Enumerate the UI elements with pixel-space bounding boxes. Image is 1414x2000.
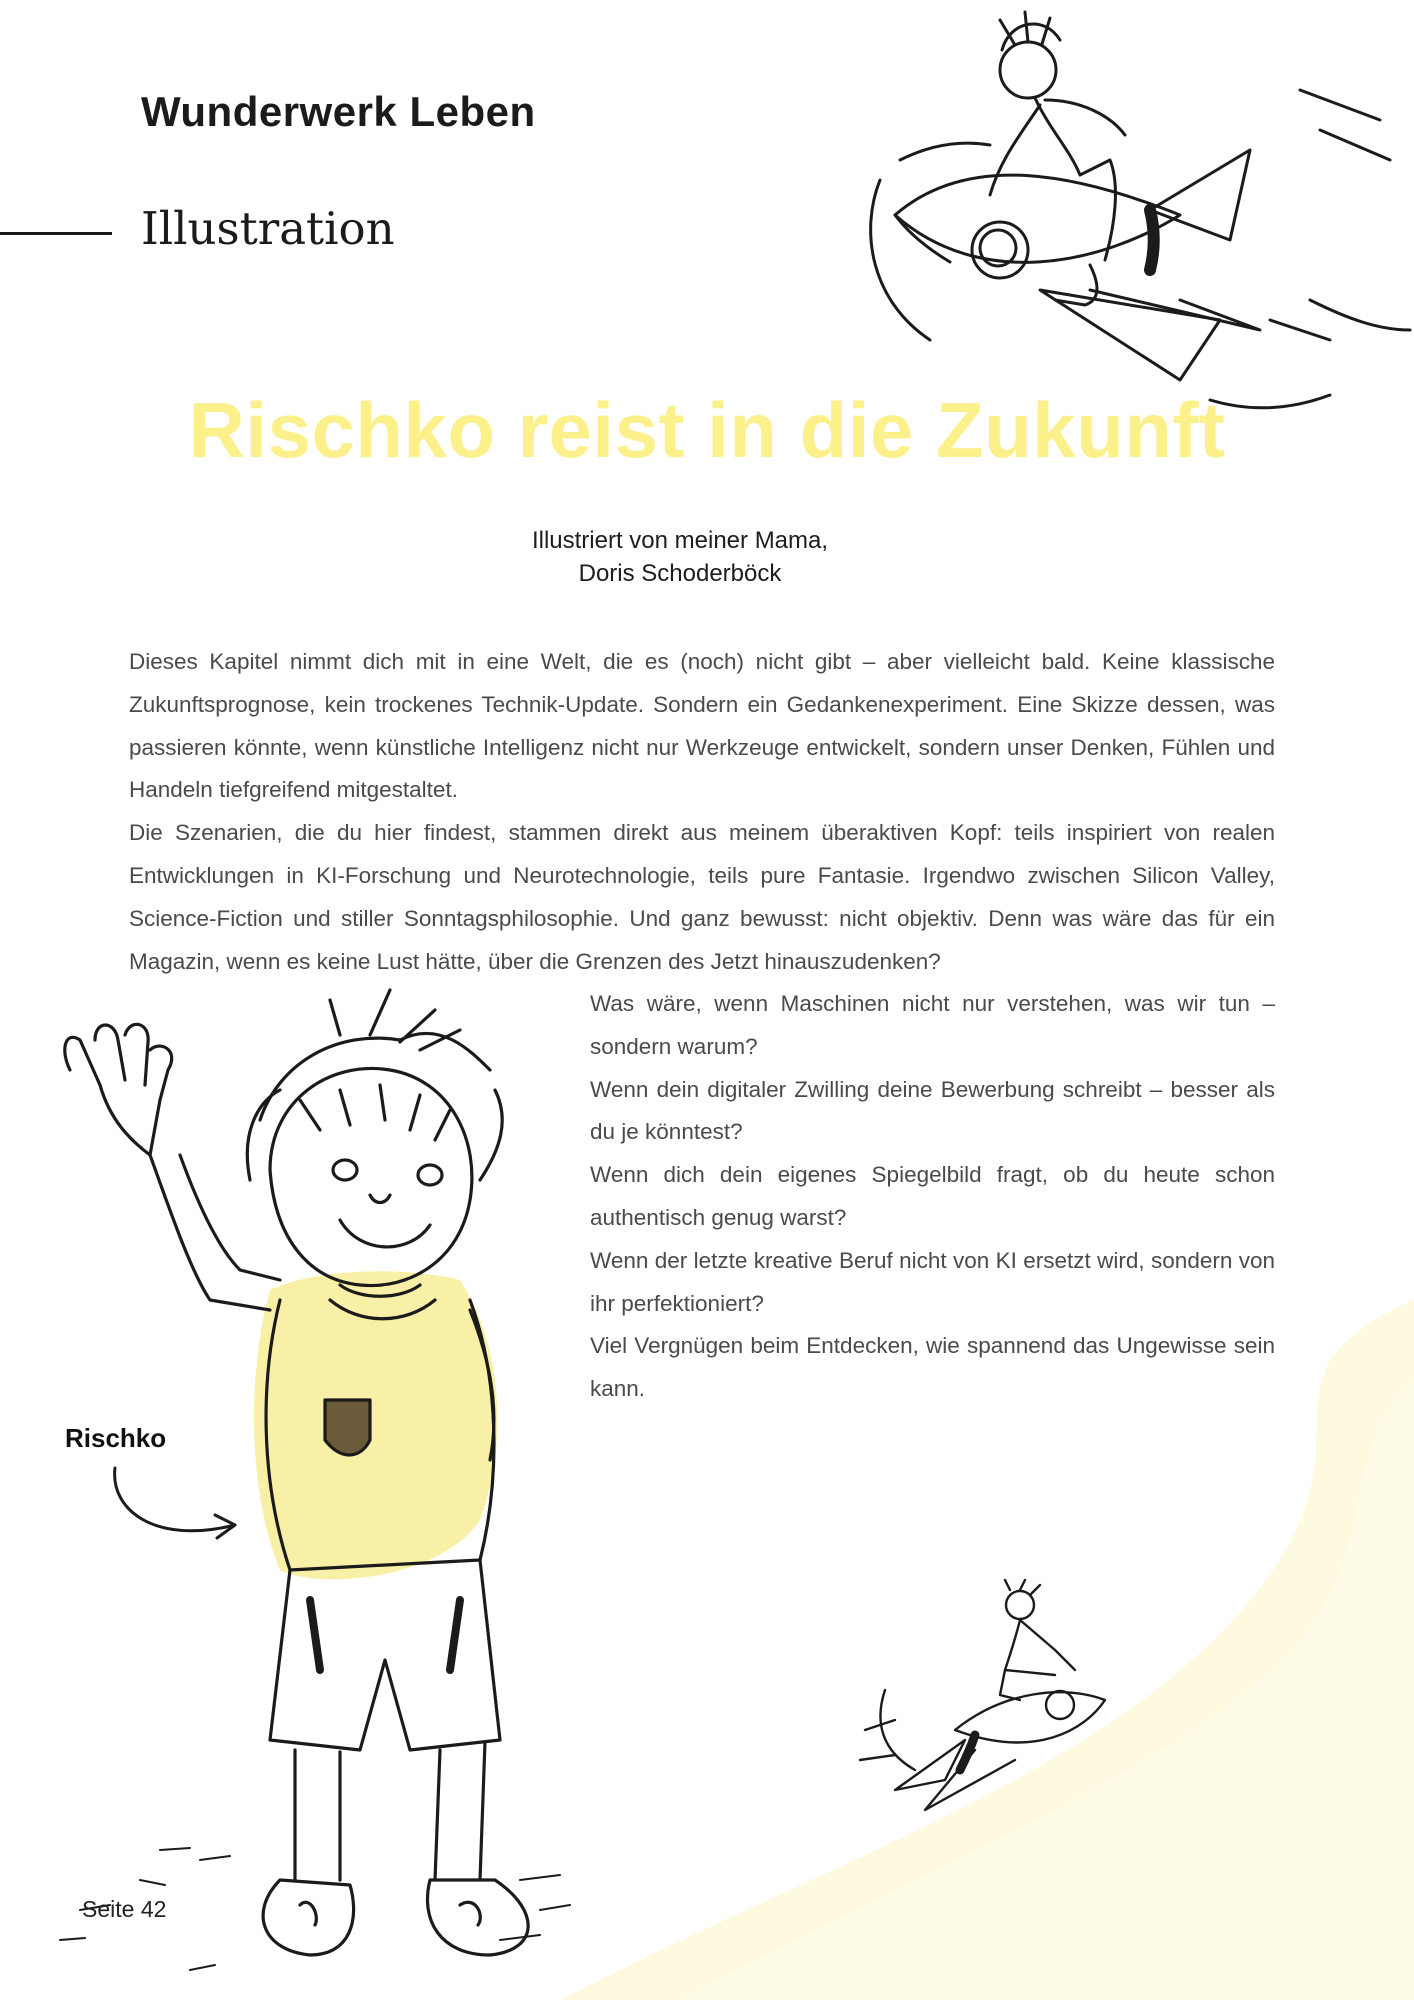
question-list	[590, 983, 1275, 1411]
intro-paragraph: Die Szenarien, die du hier findest, stammen direkt aus meinem überaktiven Kopf: teils inspiriert von realen Entwicklungen in KI-Forschung und Neurotechnologie, teils pure Fantasie. Irgendwo zwischen Silicon Valley, Science-Fiction und stiller Sonntagsphilosophie. Und ganz bewusst: nicht objektiv. Denn was wäre das für ein Magazin, wenn es keine Lust hätte, über die Grenzen des Jetzt hinauszudenken?	[129, 820, 1275, 974]
question-item: Wenn dein digitaler Zwilling deine Bewerbung schreibt – besser als du je könntest?	[590, 1076, 1275, 1145]
section-divider-line	[0, 232, 112, 235]
rocket-rider-illustration-small	[855, 1580, 1115, 1810]
illustration-credit	[0, 524, 1360, 590]
article-title: Rischko reist in die Zukunft	[188, 386, 1226, 474]
page-number: Seite 42	[82, 1896, 167, 1922]
character-label: Rischko	[65, 1423, 167, 1453]
credit-line-1: Illustriert von meiner Mama,	[531, 527, 829, 554]
intro-text	[129, 641, 1275, 983]
magazine-title: Wunderwerk Leben	[141, 88, 536, 135]
question-item: Wenn der letzte kreative Beruf nicht von KI ersetzt wird, sondern von ihr perfektioniert?	[590, 1247, 1275, 1316]
question-item: Wenn dich dein eigenes Spiegelbild fragt, ob du heute schon authentisch genug warst?	[590, 1162, 1275, 1230]
credit-line-2: Doris Schoderböck	[578, 560, 782, 587]
intro-paragraph: Dieses Kapitel nimmt dich mit in eine Welt, die es (noch) nicht gibt – aber vielleicht bald. Keine klassische Zukunftsprognose, kein trockenes Technik-Update. Sondern ein Gedankenexperiment. Eine Skizze dessen, was passieren könnte, wenn künstliche Intelligenz nicht nur Werkzeuge entwickelt, sondern unser Denken, Fühlen und Handeln tiefgreifend mitgestaltet.	[129, 649, 1275, 803]
section-label: Illustration	[141, 202, 395, 255]
closing-line: Viel Vergnügen beim Entdecken, wie spannend das Ungewisse sein kann.	[590, 1333, 1275, 1402]
curved-arrow-icon	[105, 1460, 235, 1550]
question-item: Was wäre, wenn Maschinen nicht nur verstehen, was wir tun – sondern warum?	[590, 991, 1275, 1059]
rocket-rider-illustration-large	[850, 0, 1410, 430]
